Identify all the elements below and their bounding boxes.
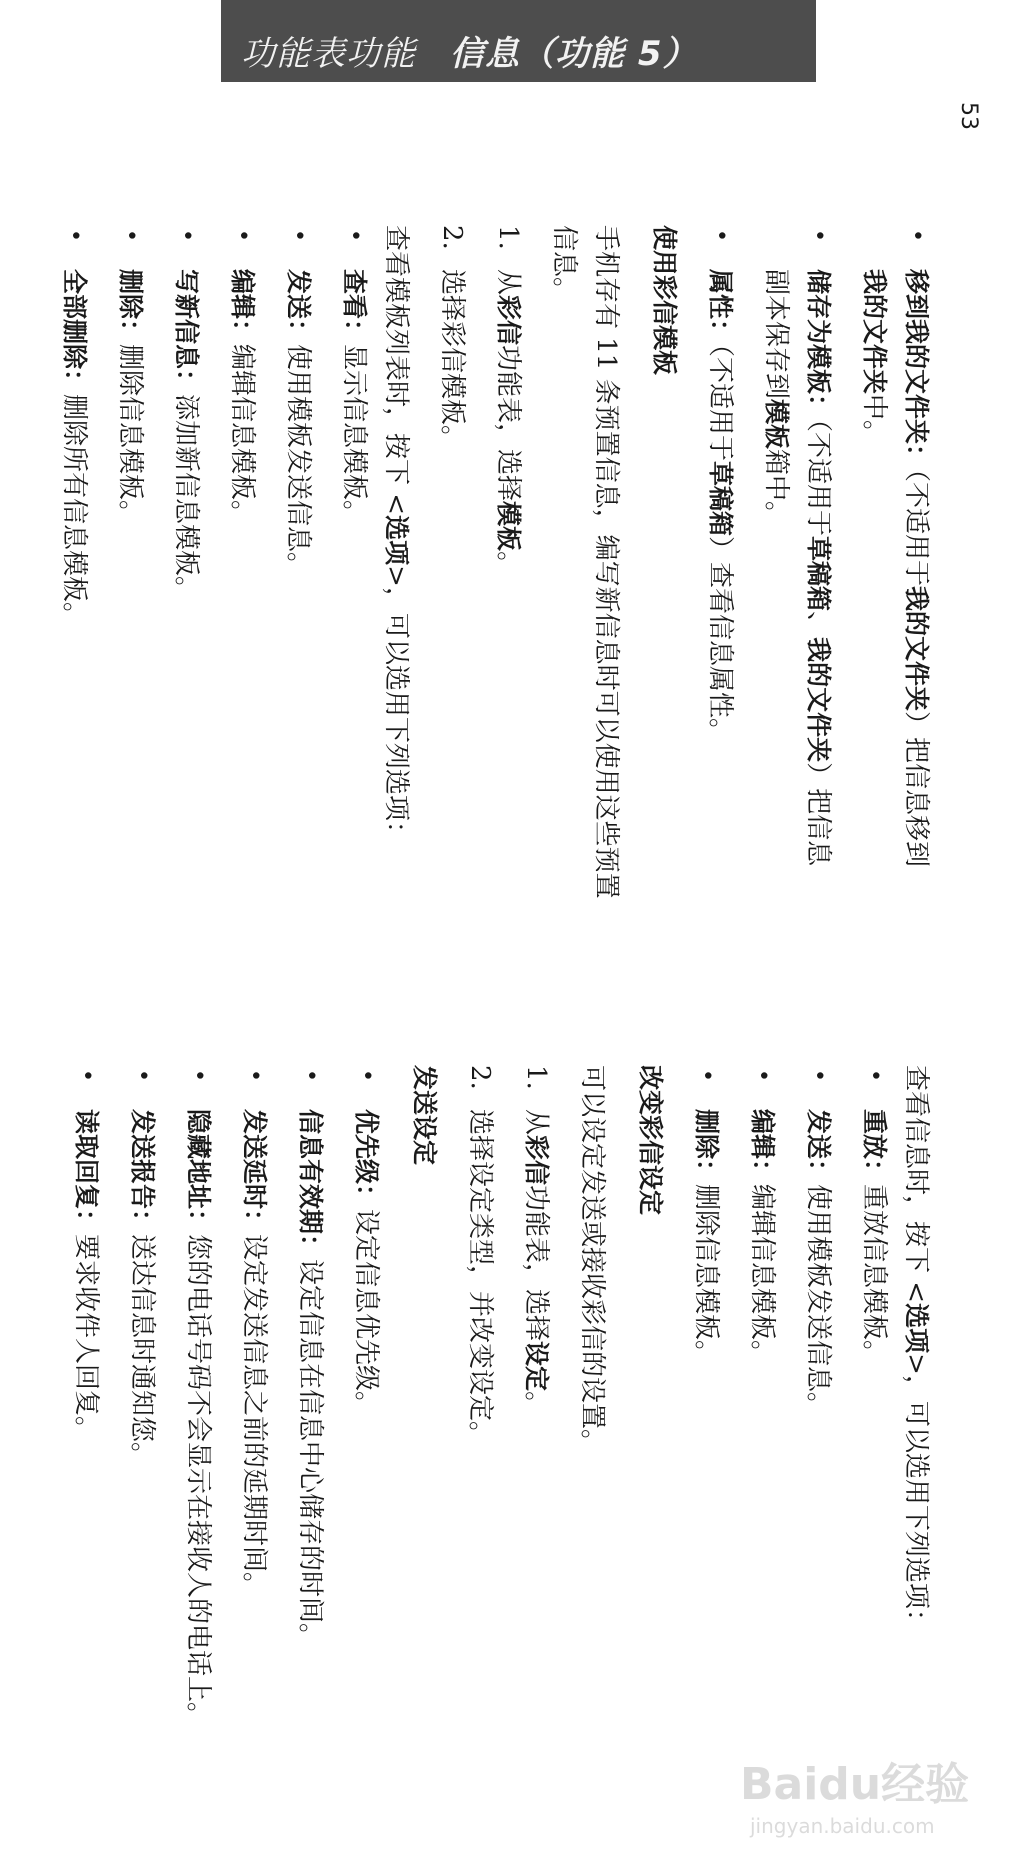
bullet: • [242,1069,267,1082]
list-item-continued [754,225,796,965]
option-label: 发送： [284,269,313,345]
baidu-watermark [720,1740,980,1860]
text: 副本保存到 [761,269,791,400]
bold-term: 我的文件夹 [804,637,833,763]
option-description: 设定信息在信息中心储存的时间。 [295,1259,325,1650]
bold-term: 彩信 [494,295,523,346]
list-item-continued [852,225,894,965]
options-list [52,225,374,965]
option-description: 删除信息模板。 [115,344,145,527]
option-description: 显示信息模板。 [339,344,369,527]
options-list [64,1065,386,1765]
option-label: 发送延时： [240,1109,269,1235]
left-column [52,225,936,965]
text: 。 [521,1391,551,1418]
step-number: 1. [493,225,523,250]
option-label: 优先级： [352,1109,381,1210]
section-heading: 发送设定 [410,1065,439,1166]
list-item [796,225,838,965]
header-text [241,26,698,75]
text: 。 [493,551,523,578]
text: （不适用于 [901,469,931,587]
bullet: • [806,229,831,242]
bullet: • [904,229,929,242]
section-heading: 使用彩信模板 [650,225,679,376]
option-description: 编辑信息模板。 [747,1184,777,1367]
step-item [486,225,528,965]
list-item [220,225,262,965]
step-item [458,1065,500,1765]
option-label: 删除： [116,269,145,345]
bullet: • [62,229,87,242]
bullet: • [286,229,311,242]
step-number: 1. [521,1065,551,1090]
manual-page [59,225,936,1745]
option-description: 要求收件人回复。 [71,1234,101,1443]
options-intro [894,1065,936,1765]
step-number: 2. [465,1065,495,1090]
list-item [64,1065,106,1765]
bullet: • [694,1069,719,1082]
header-section: 功能表功能 [241,34,416,74]
option-label: 编辑： [228,269,257,345]
option-description: 重放信息模板。 [859,1184,889,1367]
text: 、 [803,611,833,638]
option-label: 重放： [860,1109,889,1185]
paragraph-line: 信息。 [549,225,579,304]
option-label: 删除： [692,1109,721,1185]
option-description: 送达信息时通知您。 [127,1234,157,1469]
option-label: 储存为模板： [804,269,833,420]
header-title: 信息（功能 5） [450,34,698,74]
text: 箱中。 [761,449,791,528]
option-description: 删除所有信息模板。 [59,394,89,629]
bullet: • [186,1069,211,1082]
bold-term: 设定 [522,1341,551,1392]
bullet: • [74,1069,99,1082]
list-item [52,225,94,965]
options-list [684,1065,894,1765]
text: >，可以选用下列选项： [901,1353,931,1635]
text: 功能表，选择 [493,345,523,502]
list-item [684,1065,726,1765]
bold-term: 草稿箱 [804,536,833,612]
bullet: • [130,1069,155,1082]
text: （不适用于 [705,344,735,462]
right-column [64,1065,936,1765]
option-description: 您的电话号码不会显示在接收人的电话上。 [183,1234,213,1729]
paragraph-line: 可以设定发送或接收彩信的设置。 [577,1065,607,1456]
text: 查看模板列表时，按下 < [381,225,411,516]
step-item [430,225,472,965]
options-intro [374,225,416,965]
option-label: 移到我的文件夹： [902,269,931,470]
text: 功能表，选择 [521,1185,551,1342]
list-item [164,225,206,965]
bullet: • [118,229,143,242]
text: 选择彩信模板。 [437,269,467,452]
text: ）把信息 [803,762,833,867]
bullet: • [708,229,733,242]
option-description: 编辑信息模板。 [227,344,257,527]
list-item [698,225,740,965]
bullet: • [862,1069,887,1082]
step-item [514,1065,556,1765]
bold-term: 模板 [494,501,523,552]
bullet: • [806,1069,831,1082]
text: 中。 [859,394,889,447]
option-description: 设定信息优先级。 [351,1209,381,1418]
list-item [344,1065,386,1765]
text: （不适用于 [803,419,833,537]
bold-term: 选项 [382,515,411,566]
bullet: • [298,1069,323,1082]
list-item [232,1065,274,1765]
paragraph-line: 手机存有 11 条预置信息，编写新信息时可以使用这些预置 [591,225,621,899]
list-item [796,1065,838,1765]
text: 从 [521,1109,551,1136]
list-item [288,1065,330,1765]
option-description: 删除信息模板。 [691,1184,721,1367]
list-item [276,225,318,965]
option-description: 使用模板发送信息。 [283,344,313,579]
option-label: 编辑： [748,1109,777,1185]
option-label: 发送： [804,1109,833,1185]
bullet: • [174,229,199,242]
text: 查看信息时，按下 < [901,1065,931,1304]
list-item [740,1065,782,1765]
list-item [176,1065,218,1765]
bullet: • [230,229,255,242]
page-number: 53 [956,102,981,130]
bullet: • [342,229,367,242]
bold-term: 选项 [902,1303,931,1354]
bullet: • [750,1069,775,1082]
text: ）把信息移到 [901,711,931,868]
step-number: 2. [437,225,467,250]
text: 选择设定类型，并改变设定。 [465,1109,495,1448]
option-description: 设定发送信息之前的延期时间。 [239,1234,269,1599]
bold-term: 模板 [762,399,791,450]
text: 从 [493,269,523,296]
list-item [332,225,374,965]
list-item [852,1065,894,1765]
bullet: • [354,1069,379,1082]
bold-term: 我的文件夹 [902,586,931,712]
option-label: 属性： [706,269,735,345]
option-label: 查看： [340,269,369,345]
section-heading: 改变彩信设定 [636,1065,665,1216]
option-label: 信息有效期： [296,1109,325,1260]
option-description: 添加新信息模板。 [171,394,201,603]
bold-term: 我的文件夹 [860,269,889,395]
list-item [120,1065,162,1765]
bold-term: 彩信 [522,1135,551,1186]
list-item [108,225,150,965]
page-header [221,0,816,82]
text: ）查看信息属性。 [705,536,735,745]
option-description: 使用模板发送信息。 [803,1184,833,1419]
option-label: 全部删除： [60,269,89,395]
list-item [894,225,936,965]
bold-term: 草稿箱 [706,461,735,537]
option-label: 读取回复： [72,1109,101,1235]
option-label: 隐藏地址： [184,1109,213,1235]
watermark-url: jingyan.baidu.com [750,1814,935,1838]
option-label: 写新信息： [172,269,201,395]
text: >，可以选用下列选项： [381,565,411,847]
watermark-logo: Baidu经验 [740,1759,970,1810]
option-label: 发送报告： [128,1109,157,1235]
